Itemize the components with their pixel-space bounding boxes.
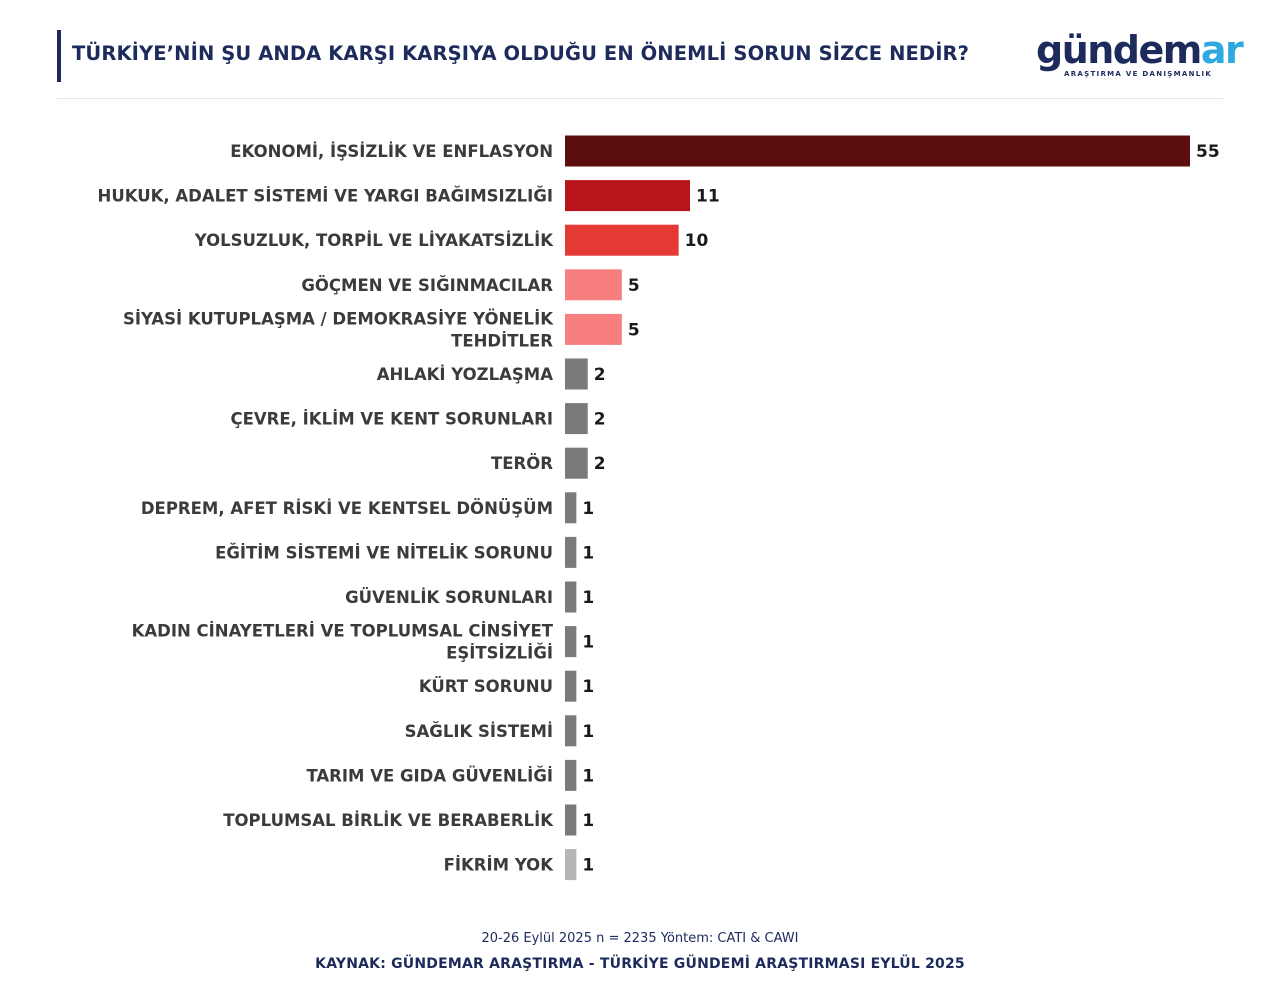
bar-value-label-6: 2: [593, 409, 606, 430]
category-label-0: EKONOMİ, İŞSİZLİK VE ENFLASYON: [230, 142, 553, 161]
bar-3: [565, 269, 622, 300]
chart-title: TÜRKİYE’NİN ŞU ANDA KARŞI KARŞIYA OLDUĞU EN ÖNEMLİ SORUN SİZCE NEDİR?: [72, 42, 970, 65]
bar-4: [565, 314, 622, 345]
bar-value-label-8: 1: [582, 498, 595, 519]
bar-16: [565, 849, 576, 880]
bar-13: [565, 715, 576, 746]
bar-value-label-2: 10: [684, 231, 709, 252]
bar-14: [565, 760, 576, 791]
category-label-2: YOLSUZLUK, TORPİL VE LİYAKATSİZLİK: [194, 231, 553, 251]
logo-wordmark-accent: ar: [1200, 28, 1243, 72]
bar-value-label-10: 1: [582, 588, 595, 608]
source-line: KAYNAK: GÜNDEMAR ARAŞTIRMA - TÜRKİYE GÜNDEMİ ARAŞTIRMASI EYLÜL 2025: [315, 956, 965, 972]
bar-value-label-14: 1: [582, 766, 595, 787]
category-label-1: HUKUK, ADALET SİSTEMİ VE YARGI BAĞIMSIZLIĞI: [97, 186, 553, 206]
bar-value-label-4: 5: [627, 320, 640, 341]
bar-6: [565, 403, 588, 434]
bar-value-label-1: 11: [696, 186, 720, 207]
bar-5: [565, 359, 588, 390]
bar-8: [565, 492, 576, 523]
bar-15: [565, 805, 576, 836]
bar-2: [565, 225, 679, 256]
category-label-12: KÜRT SORUNU: [418, 677, 553, 697]
bar-1: [565, 180, 690, 211]
bar-12: [565, 671, 576, 702]
category-label-6: ÇEVRE, İKLİM VE KENT SORUNLARI: [230, 409, 553, 429]
category-label-11-line-1: EŞİTSİZLİĞİ: [446, 643, 553, 663]
bar-11: [565, 626, 576, 657]
bar-7: [565, 448, 588, 479]
logo-wordmark-main: gündem: [1036, 28, 1201, 72]
category-label-15: TOPLUMSAL BİRLİK VE BERABERLİK: [223, 811, 553, 830]
category-label-3: GÖÇMEN VE SIĞINMACILAR: [301, 275, 553, 295]
logo-subtitle: ARAŞTIRMA VE DANIŞMANLIK: [1064, 70, 1213, 78]
category-label-10: GÜVENLİK SORUNLARI: [345, 588, 553, 607]
bar-0: [565, 136, 1190, 167]
bar-value-label-3: 5: [627, 275, 640, 296]
survey-method-note: 20-26 Eylül 2025 n = 2235 Yöntem: CATI & CAWI: [481, 931, 799, 946]
bar-value-label-5: 2: [593, 365, 606, 385]
bar-9: [565, 537, 576, 568]
category-label-7: TERÖR: [491, 454, 553, 474]
bar-value-label-12: 1: [582, 677, 595, 698]
category-label-8: DEPREM, AFET RİSKİ VE KENTSEL DÖNÜŞÜM: [140, 498, 553, 518]
bar-value-label-16: 1: [582, 855, 595, 876]
category-label-4-line-1: TEHDİTLER: [451, 331, 553, 351]
category-label-14: TARIM VE GIDA GÜVENLİĞİ: [306, 766, 553, 786]
bar-value-label-15: 1: [582, 811, 595, 831]
bar-value-label-9: 1: [582, 543, 595, 564]
category-label-5: AHLAKİ YOZLAŞMA: [376, 365, 553, 384]
category-label-9: EĞİTİM SİSTEMİ VE NİTELİK SORUNU: [215, 543, 553, 563]
bar-value-label-13: 1: [582, 721, 595, 742]
category-label-16: FİKRİM YOK: [443, 855, 553, 875]
bar-10: [565, 582, 576, 613]
category-label-13: SAĞLIK SİSTEMİ: [404, 721, 553, 741]
bar-value-label-0: 55: [1196, 142, 1220, 162]
bar-value-label-7: 2: [593, 454, 606, 475]
category-label-11-line-0: KADIN CİNAYETLERİ VE TOPLUMSAL CİNSİYET: [131, 621, 553, 641]
category-label-4-line-0: SİYASİ KUTUPLAŞMA / DEMOKRASİYE YÖNELİK: [122, 309, 553, 329]
bar-value-label-11: 1: [582, 632, 595, 653]
